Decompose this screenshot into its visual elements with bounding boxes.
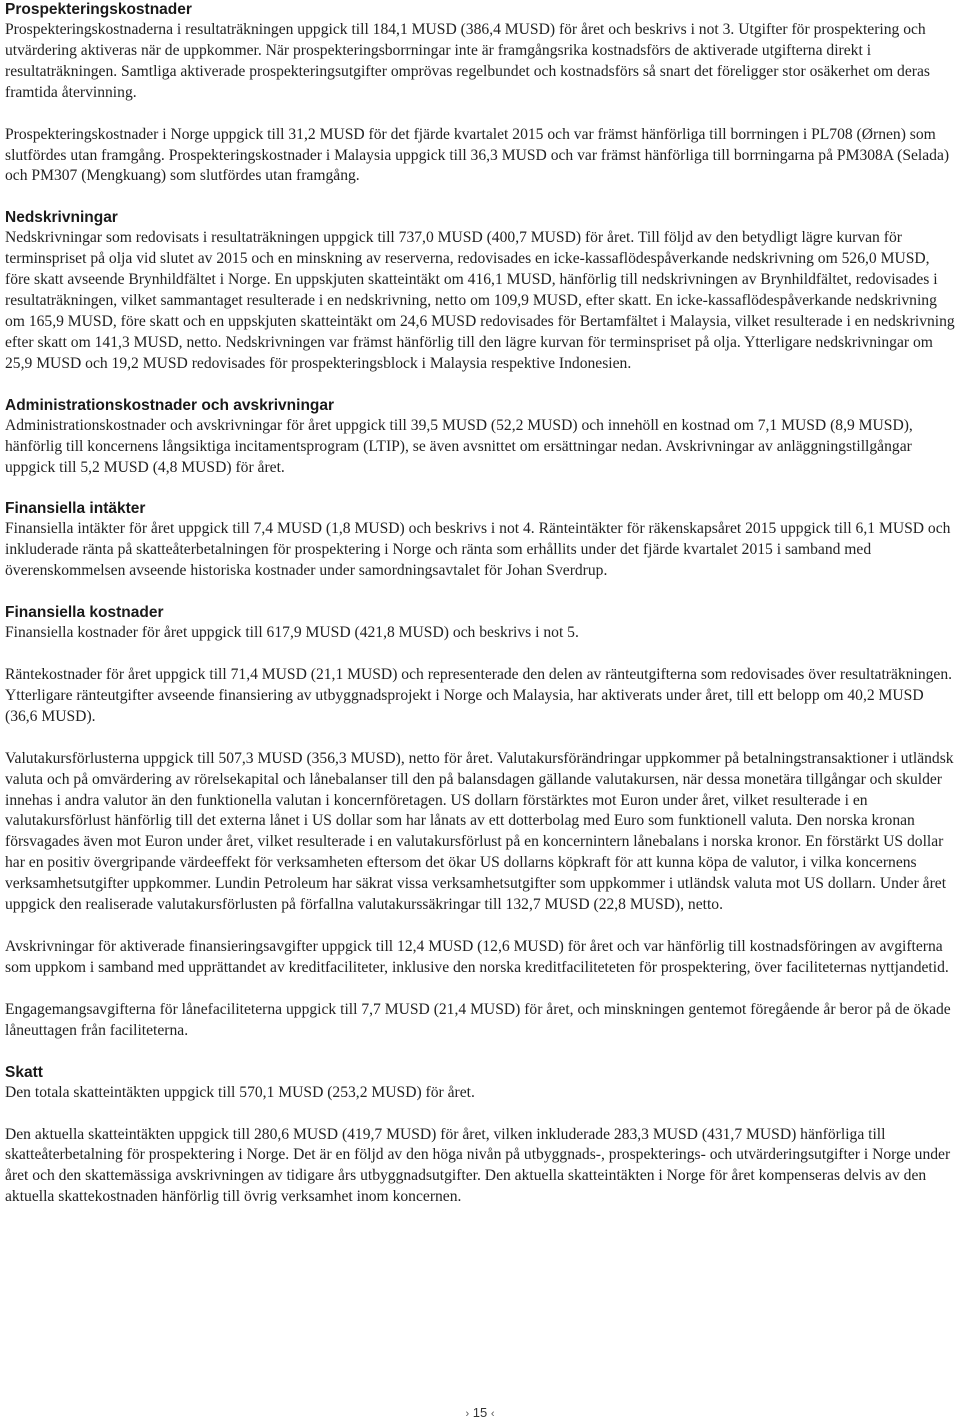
heading-nedskrivningar: Nedskrivningar [5,209,118,227]
section-prospektering [5,0,957,187]
document-page [5,0,957,1208]
paragraph: Avskrivningar för aktiverade finansieringsavgifter uppgick till 12,4 MUSD (12,6 MUSD) för året och var hänförlig till kostnadsföringen av avgifterna som uppkom i samband med upprättandet av kreditfaciliteter, inklusive den norska kreditfaciliteteten för prospektering, över faciliteternas nyttjandetid. [5,938,949,976]
section-finansiella-intakter [5,499,957,582]
section-administration [5,396,957,479]
heading-finansiella-intakter: Finansiella intäkter [5,500,146,518]
paragraph: Administrationskostnader och avskrivningar för året uppgick till 39,5 MUSD (52,2 MUSD) och innehöll en kostnad om 7,1 MUSD (8,9 MUSD), hänförlig till koncernens långsiktiga incitamentsprogram (LTIP), se även avsnittet om ersättningar nedan. Avskrivningar av anläggningstillgångar uppgick till 5,2 MUSD (4,8 MUSD) för året. [5,416,913,476]
paragraph: Engagemangsavgifterna för lånefaciliteterna uppgick till 7,7 MUSD (21,4 MUSD) för året, och minskningen gentemot föregående år beror på de ökade låneuttagen från faciliteterna. [5,1000,951,1039]
paragraph: Prospekteringskostnaderna i resultaträkningen uppgick till 184,1 MUSD (386,4 MUSD) för året och beskrivs i not 3. Utgifter för prospektering och utvärdering aktiveras när de uppkommer. När prospekteringsborrningar inte är framgångsrika kostnadsförs de aktiverade utgifterna direkt i resultaträkningen. Samtliga aktiverade prospekteringsutgifter omprövas regelbundet och kostnadsförs så snart det föreligger stor osäkerhet om deras framtida återvinning. [5,21,930,101]
heading-administrationskostnader: Administrationskostnader och avskrivningar [5,396,335,414]
page-marker-right: ‹ [490,1408,495,1420]
page-number [0,1405,960,1422]
page-number-value: 15 [472,1405,488,1420]
paragraph: Valutakursförlusterna uppgick till 507,3 MUSD (356,3 MUSD), netto för året. Valutakursförändringar uppkommer på betalningstransaktioner i utländsk valuta och på omvärdering av rörelsekapital och lånebalanser till den på balansdagen gällande valutakursen, när dessa monetära tillgångar och skulder innehas i andra valutor än den funktionella valutan i koncernföretagen. US dollarn förstärktes mot Euron under året, vilket resulterade i en valutakursförlust hänförlig till det externa lånet i US dollar som har lånats av ett dotterbolag med Euro som funktionell valuta. Den norska kronan försvagades även mot Euron under året, vilket resulterade i en valutakursförlust på en koncernintern lånebalans i norska kronor. En förstärkt US dollar har en positiv övergripande värdeeffekt för verksamheten eftersom det ökar US dollarns köpkraft för att kunna köpa de valutor, i vilka koncernens verksamhetsutgifter uppkommer. Lundin Petroleum har säkrat vissa verksamhetsutgifter som uppkommer i utländsk valuta mot US dollarn. Under året uppgick den realiserade valutakursförlusten på förfallna valutakurssäkringar till 132,7 MUSD (22,8 MUSD), netto. [5,749,954,914]
paragraph: Finansiella kostnader för året uppgick till 617,9 MUSD (421,8 MUSD) och beskrivs i not 5. [5,624,579,642]
paragraph: Nedskrivningar som redovisats i resultaträkningen uppgick till 737,0 MUSD (400,7 MUSD) för året. Till följd av den betydligt lägre kurvan för terminspriset på olja vid slutet av 2015 och en minskning av reserverna, redovisades en icke-kassaflödespåverkande nedskrivning om 526,0 MUSD, före skatt avseende Brynhildfältet i Norge. En uppskjuten skatteintäkt om 416,1 MUSD, hänförlig till nedskrivningen av Brynhildfältet, redovisades i resultaträkningen, vilket sammantaget resulterade i en nedskrivning, netto om 109,9 MUSD, efter skatt. En icke-kassaflödespåverkande nedskrivning om 165,9 MUSD, före skatt och en uppskjuten skatteintäkt om 24,6 MUSD redovisades för Bertamfältet i Malaysia, vilket resulterade i en nedskrivning efter skatt om 141,3 MUSD, netto. Nedskrivningen var främst hänförlig till den lägre kurvan för terminspriset på olja. Ytterligare nedskrivningar om 25,9 MUSD och 19,2 MUSD redovisades för prospekteringsblock i Malaysia respektive Indonesien. [5,229,955,372]
heading-skatt: Skatt [5,1063,43,1081]
heading-finansiella-kostnader: Finansiella kostnader [5,604,164,622]
paragraph: Finansiella intäkter för året uppgick till 7,4 MUSD (1,8 MUSD) och beskrivs i not 4. Ränteintäkter för räkenskapsåret 2015 uppgick till 6,1 MUSD och inkluderade ränta på skatteåterbetalningen för prospektering i Norge och ränta som erhållits under det fjärde kvartalet 2015 i samband med överenskommelsen avseende historiska kostnader under samordningsavtalet för Johan Sverdrup. [5,520,951,580]
page-marker-left: › [465,1408,470,1420]
section-nedskrivningar [5,208,957,374]
paragraph: Den aktuella skatteintäkten uppgick till 280,6 MUSD (419,7 MUSD) för året, vilken inkluderade 283,3 MUSD (431,7 MUSD) hänförliga till skatteåterbetalning för prospektering i Norge. Det är en följd av den höga nivån på utbyggnads-, prospekterings- och utvärderingsutgifter i Norge under året och den skattemässiga avskrivningen av tidigare års utbyggnadsutgifter. Den aktuella skatteintäkten i Norge för året kompenseras delvis av den aktuella skattekostnaden hänförlig till övrig verksamhet inom koncernen. [5,1125,951,1206]
section-finansiella-kostnader [5,603,957,1042]
heading-prospekteringskostnader: Prospekteringskostnader [5,1,192,18]
paragraph: Räntekostnader för året uppgick till 71,4 MUSD (21,1 MUSD) och representerade den delen av ränteutgifterna som redovisades över resultaträkningen. Ytterligare ränteutgifter avseende finansiering av utbyggnadsprojekt i Norge och Malaysia, har aktiverats under året, till ett belopp om 40,2 MUSD (36,6 MUSD). [5,666,953,725]
paragraph: Den totala skatteintäkten uppgick till 570,1 MUSD (253,2 MUSD) för året. [5,1083,475,1101]
section-skatt [5,1063,957,1209]
paragraph: Prospekteringskostnader i Norge uppgick till 31,2 MUSD för det fjärde kvartalet 2015 och var främst hänförliga till borrningen i PL708 (Ørnen) som slutfördes utan framgång. Prospekteringskostnader i Malaysia uppgick till 36,3 MUSD och var främst hänförliga till borrningarna på PM308A (Selada) och PM307 (Mengkuang) som slutfördes utan framgång. [5,125,950,185]
